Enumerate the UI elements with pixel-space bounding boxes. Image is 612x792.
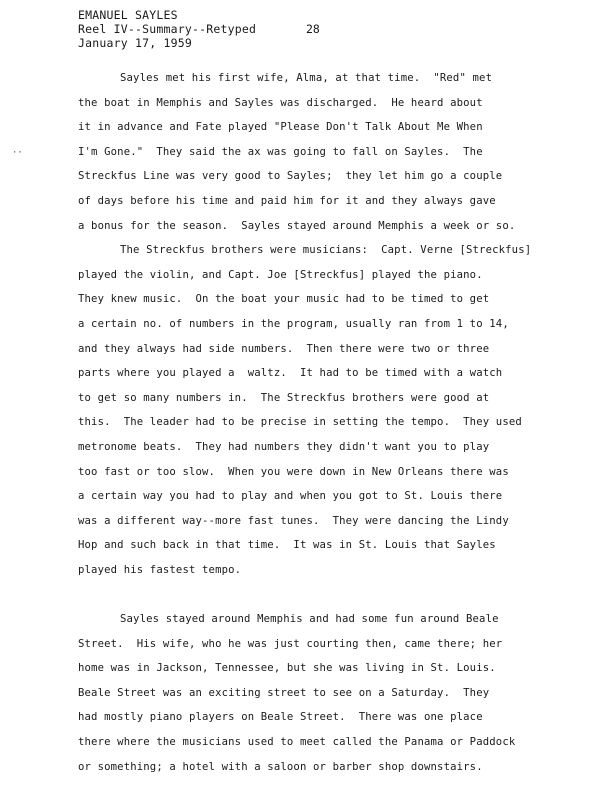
text-line: Hop and such back in that time. It was in St. Louis that Sayles [78, 539, 496, 552]
text-line: a bonus for the season. Sayles stayed around Memphis a week or so. [78, 219, 516, 232]
text-line: it in advance and Fate played "Please Don't Talk About Me When [78, 121, 483, 134]
interviewee-name: EMANUEL SAYLES [78, 8, 178, 22]
text-line: there where the musicians used to meet called the Panama or Paddock [78, 736, 516, 749]
text-line: and they always had side numbers. Then there were two or three [78, 342, 490, 355]
document-header [78, 8, 256, 50]
text-line: metronome beats. They had numbers they didn't want you to play [78, 440, 490, 453]
text-line: or something; a hotel with a saloon or barber shop downstairs. [78, 760, 483, 773]
text-line: The Streckfus brothers were musicians: Capt. Verne [Streckfus] [120, 244, 532, 257]
text-line: home was in Jackson, Tennessee, but she was living in St. Louis. [78, 662, 496, 675]
text-line: Sayles met his first wife, Alma, at that time. "Red" met [120, 72, 493, 84]
text-line: Sayles stayed around Memphis and had some fun around Beale [120, 613, 499, 626]
text-line: a certain no. of numbers in the program, usually ran from 1 to 14, [78, 317, 509, 330]
margin-mark: ·· [12, 148, 23, 158]
paragraph [78, 607, 598, 779]
text-line: played the violin, and Capt. Joe [Streckfus] played the piano. [78, 268, 483, 281]
text-line: to get so many numbers in. The Streckfus brothers were good at [78, 391, 490, 404]
text-line: Streckfus Line was very good to Sayles; they let him go a couple [78, 170, 503, 183]
text-line: Street. His wife, who he was just courting then, came there; her [78, 637, 503, 650]
text-line: Beale Street was an exciting street to see on a Saturday. They [78, 686, 490, 699]
paragraph [78, 238, 598, 607]
text-line: had mostly piano players on Beale Street. There was one place [78, 711, 483, 724]
text-line: They knew music. On the boat your music had to be timed to get [78, 293, 490, 306]
body-text [78, 66, 598, 779]
reel-label: Reel IV--Summary--Retyped [78, 22, 257, 36]
text-line: the boat in Memphis and Sayles was discharged. He heard about [78, 96, 483, 109]
text-line: this. The leader had to be precise in setting the tempo. They used [78, 416, 522, 429]
text-line: I'm Gone." They said the ax was going to fall on Sayles. The [78, 145, 483, 158]
paragraph [78, 66, 598, 238]
text-line: of days before his time and paid him for it and they always gave [78, 194, 496, 207]
text-line: played his fastest tempo. [78, 563, 242, 576]
text-line: parts where you played a waltz. It had to be timed with a watch [78, 367, 503, 380]
interview-date: January 17, 1959 [78, 36, 192, 50]
text-line: too fast or too slow. When you were down in New Orleans there was [78, 465, 509, 478]
text-line [78, 582, 598, 607]
text-line: a certain way you had to play and when you got to St. Louis there [78, 490, 503, 503]
text-line: was a different way--more fast tunes. They were dancing the Lindy [78, 514, 509, 527]
page-number: 28 [306, 22, 320, 36]
